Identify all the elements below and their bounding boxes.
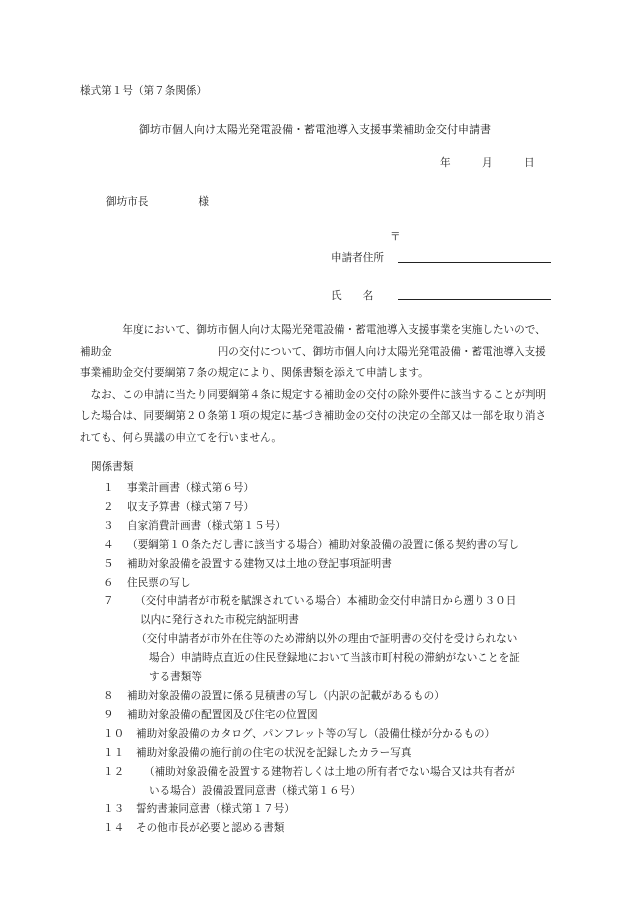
applicant-name-line[interactable] <box>398 298 551 300</box>
addressee <box>106 194 209 209</box>
date-day: 日 <box>523 157 535 169</box>
documents-heading: 関係書類 <box>91 461 134 473</box>
date-month: 月 <box>481 157 493 169</box>
body-paragraph-2: なお、この申請に当たり同要綱第４条に規定する補助金の交付の除外要件に該当することが判明した場合は、同要綱第２０条第１項の規定に基づき補助金の交付の決定の全部又は一部を取り消されても、何ら異議の申立てを行いません。 <box>80 388 547 444</box>
date-year: 年 <box>440 157 451 169</box>
applicant-name-label: 氏 名 <box>331 290 374 302</box>
list-item: １１ 補助対象設備の施行前の住宅の状況を記録したカラー写真 <box>103 746 412 759</box>
list-item: ５ 補助対象設備を設置する建物又は土地の登記事項証明書 <box>103 557 392 570</box>
list-item: ７ （交付申請者が市税を賦課されている場合）本補助金交付申請日から遡り３０日 以内に発行された市税完納証明書 （交付申請者が市外在住等のため滞納以外の理由で証明書の交付を受けられない 場合）申請時点直近の住民登録地において当該市町村税の滞納がないことを証 する書類等 <box>103 595 520 684</box>
list-item: １４ その他市長が必要と認める書類 <box>103 822 285 835</box>
applicant-address-label: 申請者住所 <box>331 252 384 264</box>
list-item: ８ 補助対象設備の設置に係る見積書の写し（内訳の記載があるもの） <box>103 689 445 702</box>
list-item: ９ 補助対象設備の配置図及び住宅の位置図 <box>103 708 318 721</box>
list-item: １ 事業計画書（様式第６号） <box>103 482 255 494</box>
documents-list <box>103 479 553 838</box>
form-number: 様式第１号（第７条関係） <box>80 85 208 97</box>
list-item: ４ （要綱第１０条ただし書に該当する場合）補助対象設備の設置に係る契約書の写し <box>103 538 519 551</box>
application-body <box>80 320 550 449</box>
list-item: １２ （補助対象設備を設置する建物若しくは土地の所有者でない場合又は共有者が いる場合）設備設置同意書（様式第１６号） <box>103 765 515 797</box>
list-item: ３ 自家消費計画書（様式第１５号） <box>103 519 286 532</box>
list-item: ６ 住民票の写し <box>103 576 191 589</box>
applicant-address-line[interactable] <box>398 261 551 263</box>
postal-mark: 〒 <box>390 231 401 243</box>
body-paragraph-1: 年度において、御坊市個人向け太陽光発電設備・蓄電池導入支援事業を実施したいので、補助金 円の交付について、御坊市個人向け太陽光発電設備・蓄電池導入支援事業補助金交付要綱第７条の規定により、関係書類を添えて申請します。 <box>80 324 546 379</box>
date-fields <box>440 155 535 170</box>
addressee-name: 御坊市長 <box>106 196 149 208</box>
list-item: １０ 補助対象設備のカタログ、パンフレット等の写し（設備仕様が分かるもの） <box>103 727 496 740</box>
list-item: ２ 収支予算書（様式第７号） <box>103 500 255 513</box>
list-item: １３ 誓約書兼同意書（様式第１７号） <box>103 803 295 816</box>
document-title: 御坊市個人向け太陽光発電設備・蓄電池導入支援事業補助金交付申請書 <box>139 123 491 136</box>
addressee-honorific: 様 <box>198 196 209 208</box>
